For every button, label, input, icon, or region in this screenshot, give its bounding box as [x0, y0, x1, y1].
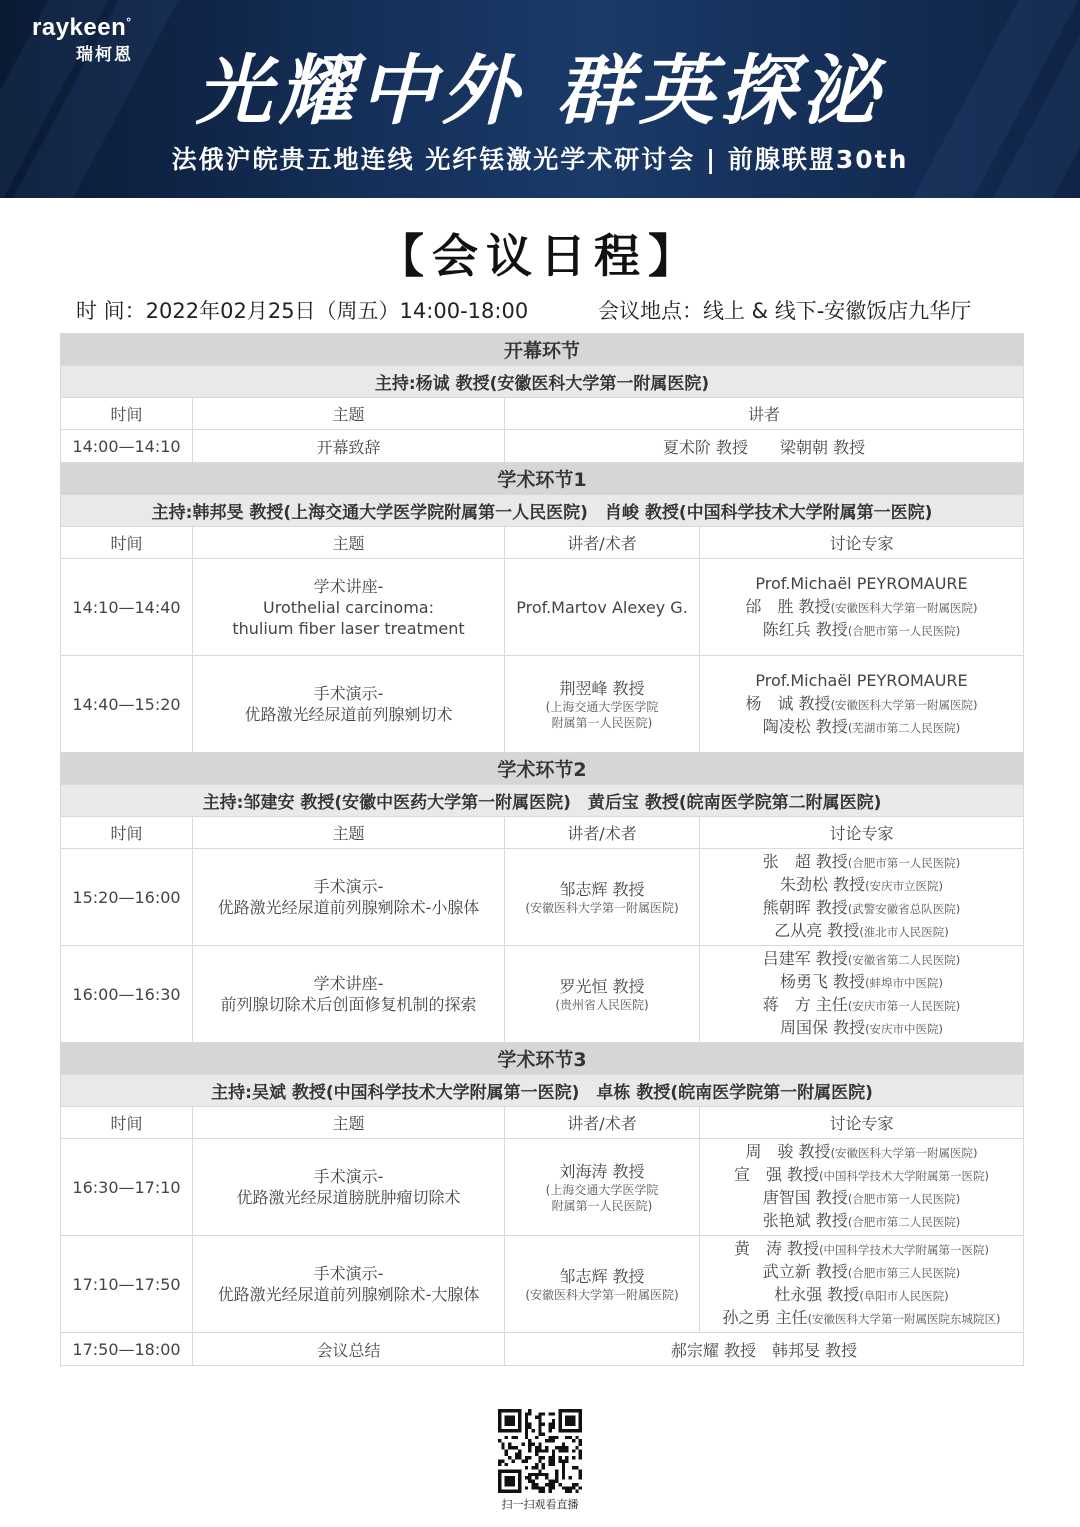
expert-name: 朱劲松 教授: [779, 875, 866, 894]
topic-line: 学术讲座-: [313, 576, 384, 596]
expert-affiliation: (安徽医科大学第一附属医院): [830, 697, 978, 712]
expert-entry: [700, 670, 1023, 693]
expert-name: 陈红兵 教授: [762, 619, 848, 639]
speaker-name: Prof.Martov Alexey G.: [516, 597, 688, 617]
speaker-affiliation: (上海交通大学医学院: [545, 1182, 659, 1197]
host-line-row: [61, 366, 1024, 398]
expert-affiliation: (中国科学技术大学附属第一医院): [819, 1169, 990, 1183]
table-row: [61, 1236, 1024, 1333]
topic-cell: [193, 1236, 505, 1333]
expert-entry: [700, 596, 1023, 619]
expert-affiliation: (安徽医科大学第一附属医院东城院区): [807, 1312, 1001, 1326]
header-row: [61, 1107, 1024, 1139]
col-header-speaker: 讲者: [505, 398, 1024, 430]
host-line: 主持:吴斌 教授(中国科学技术大学附属第一医院) 卓栋 教授(皖南医学院第一附属医院): [61, 1075, 1024, 1107]
expert-affiliation: (安徽医科大学第一附属医院): [830, 1146, 978, 1160]
expert-affiliation: (安徽省第二人民医院): [847, 953, 961, 967]
qr-caption: 扫一扫观看直播: [501, 1498, 579, 1511]
speaker-affiliation: 附属第一人民医院): [551, 715, 653, 730]
expert-name: 乙从亮 教授: [774, 921, 860, 940]
table-row: [61, 656, 1024, 753]
expert-affiliation: (安徽医科大学第一附属医院): [830, 600, 978, 615]
topic-line: 优路激光经尿道前列腺剜除术-大腺体: [217, 1285, 480, 1304]
expert-affiliation: (合肥市第三人民医院): [847, 1266, 961, 1280]
time-cell: 14:10—14:40: [61, 559, 193, 656]
experts-cell: [700, 559, 1024, 656]
expert-entry: [700, 1307, 1023, 1330]
expert-entry: [700, 1261, 1023, 1284]
topic-line: Urothelial carcinoma:: [263, 597, 434, 617]
time-cell: 14:00—14:10: [61, 430, 193, 463]
speaker-affiliation: (安徽医科大学第一附属医院): [525, 900, 679, 915]
section-title: 学术环节2: [61, 753, 1024, 785]
table-row: [61, 1139, 1024, 1236]
expert-affiliation: (中国科学技术大学附属第一医院): [819, 1243, 990, 1257]
topic-line: 手术演示-: [313, 1167, 384, 1186]
col-header-experts: 讨论专家: [700, 527, 1024, 559]
host-line-row: [61, 785, 1024, 817]
expert-entry: [700, 920, 1023, 943]
expert-name: Prof.Michaël PEYROMAURE: [755, 573, 968, 593]
host-line-row: [61, 495, 1024, 527]
time-cell: 17:10—17:50: [61, 1236, 193, 1333]
time-cell: 14:40—15:20: [61, 656, 193, 753]
col-header-topic: 主题: [193, 817, 505, 849]
expert-name: 陶凌松 教授: [762, 716, 848, 736]
topic-line: 优路激光经尿道前列腺剜除术-小腺体: [217, 898, 480, 917]
expert-entry: [700, 1187, 1023, 1210]
banner-subline: 法俄沪皖贵五地连线 光纤铥激光学术研讨会 | 前腺联盟30th: [171, 145, 909, 174]
speaker-cell: [505, 1139, 700, 1236]
col-header-time: 时间: [61, 527, 193, 559]
expert-name: 张艳斌 教授: [762, 1211, 848, 1230]
expert-affiliation: (淮北市人民医院): [859, 925, 949, 939]
section-title: 开幕环节: [61, 334, 1024, 366]
expert-affiliation: (合肥市第二人民医院): [847, 1215, 961, 1229]
host-line: 主持:杨诚 教授(安徽医科大学第一附属医院): [61, 366, 1024, 398]
speaker-cell: [505, 849, 700, 946]
expert-affiliation: (安庆市立医院): [865, 879, 944, 893]
expert-name: 宣 强 教授: [733, 1165, 820, 1184]
host-line-row: [61, 1075, 1024, 1107]
speaker-name: 邹志辉 教授: [559, 879, 645, 899]
speaker-affiliation: (安徽医科大学第一附属医院): [525, 1287, 679, 1302]
header-banner: [0, 0, 1080, 198]
expert-affiliation: (安庆市第一人民医院): [847, 999, 961, 1013]
topic-line: 手术演示-: [313, 877, 384, 896]
speaker-cell: 夏术阶 教授 梁朝朝 教授: [505, 430, 1024, 463]
expert-name: 杨 诚 教授: [745, 693, 831, 713]
experts-cell: [700, 946, 1024, 1043]
expert-name: 周国保 教授: [779, 1018, 866, 1037]
col-header-experts: 讨论专家: [700, 817, 1024, 849]
time-cell: 15:20—16:00: [61, 849, 193, 946]
col-header-topic: 主题: [193, 398, 505, 430]
speaker-affiliation: (贵州省人民医院): [555, 997, 649, 1012]
speaker-cell: [505, 1236, 700, 1333]
topic-line: thulium fiber laser treatment: [232, 618, 465, 638]
expert-entry: [700, 619, 1023, 642]
expert-entry: [700, 693, 1023, 716]
qr-code[interactable]: [498, 1409, 582, 1493]
topic-cell: 会议总结: [193, 1333, 505, 1366]
experts-cell: [700, 1236, 1024, 1333]
expert-name: 孙之勇 主任: [722, 1308, 808, 1327]
expert-name: 周 骏 教授: [745, 1142, 831, 1161]
table-row: [61, 1333, 1024, 1366]
topic-cell: [193, 1139, 505, 1236]
speaker-name: 荆翌峰 教授: [559, 678, 645, 698]
expert-affiliation: (合肥市第一人民医院): [847, 623, 961, 638]
expert-entry: [700, 971, 1023, 994]
col-header-speaker: 讲者/术者: [505, 817, 700, 849]
topic-cell: [193, 946, 505, 1043]
expert-name: 熊朝晖 教授: [762, 898, 848, 917]
expert-name: 杨勇飞 教授: [779, 972, 866, 991]
col-header-time: 时间: [61, 398, 193, 430]
expert-name: 武立新 教授: [762, 1262, 848, 1281]
section-title-row: [61, 334, 1024, 366]
expert-entry: [700, 874, 1023, 897]
host-line: 主持:邹建安 教授(安徽中医药大学第一附属医院) 黄后宝 教授(皖南医学院第二附属医院): [61, 785, 1024, 817]
table-row: [61, 849, 1024, 946]
topic-cell: 开幕致辞: [193, 430, 505, 463]
header-row: [61, 817, 1024, 849]
meeting-time: 时 间：2022年02月25日（周五）14:00-18:00: [76, 299, 529, 323]
topic-line: 学术讲座-: [313, 974, 384, 993]
section-title-row: [61, 463, 1024, 495]
topic-cell: [193, 849, 505, 946]
expert-entry: [700, 1141, 1023, 1164]
expert-name: 张 超 教授: [762, 852, 848, 871]
expert-name: Prof.Michaël PEYROMAURE: [755, 670, 968, 690]
speaker-affiliation: 附属第一人民医院): [551, 1198, 653, 1213]
topic-line: 前列腺切除术后创面修复机制的探索: [220, 995, 477, 1014]
topic-line: 手术演示-: [313, 1264, 384, 1283]
section-title-row: [61, 1043, 1024, 1075]
expert-name: 黄 涛 教授: [733, 1239, 820, 1258]
col-header-speaker: 讲者/术者: [505, 527, 700, 559]
time-cell: 16:30—17:10: [61, 1139, 193, 1236]
table-row: [61, 559, 1024, 656]
col-header-topic: 主题: [193, 1107, 505, 1139]
expert-name: 蒋 方 主任: [762, 995, 848, 1014]
topic-line: 优路激光经尿道前列腺剜切术: [244, 705, 453, 724]
time-cell: 16:00—16:30: [61, 946, 193, 1043]
speaker-cell: [505, 656, 700, 753]
expert-affiliation: (合肥市第一人民医院): [847, 1192, 961, 1206]
expert-entry: [700, 994, 1023, 1017]
expert-entry: [700, 1210, 1023, 1233]
topic-line: 手术演示-: [313, 684, 384, 703]
speaker-cell: [505, 946, 700, 1043]
speaker-name: 邹志辉 教授: [559, 1266, 645, 1286]
brand-name-en: raykeen: [32, 14, 127, 41]
expert-name: 杜永强 教授: [774, 1285, 860, 1304]
expert-entry: [700, 716, 1023, 739]
expert-entry: [700, 948, 1023, 971]
expert-entry: [700, 897, 1023, 920]
topic-cell: [193, 656, 505, 753]
brand-name-cn: 瑞柯恩: [76, 45, 133, 65]
experts-cell: [700, 656, 1024, 753]
col-header-experts: 讨论专家: [700, 1107, 1024, 1139]
host-line: 主持:韩邦旻 教授(上海交通大学医学院附属第一人民医院) 肖峻 教授(中国科学技术大学附属第一医院): [61, 495, 1024, 527]
col-header-topic: 主题: [193, 527, 505, 559]
topic-line: 优路激光经尿道膀胱肿瘤切除术: [236, 1188, 461, 1207]
expert-affiliation: (芜湖市第二人民医院): [847, 720, 961, 735]
expert-entry: [700, 851, 1023, 874]
expert-name: 吕建军 教授: [762, 949, 848, 968]
meeting-venue: 会议地点：线上 & 线下-安徽饭店九华厅: [598, 299, 972, 323]
expert-affiliation: (蚌埠市中医院): [865, 976, 944, 990]
expert-affiliation: (安庆市中医院): [865, 1022, 944, 1036]
table-row: [61, 946, 1024, 1043]
speaker-cell: 郝宗耀 教授 韩邦旻 教授: [505, 1333, 1024, 1366]
section-title-row: [61, 753, 1024, 785]
table-row: [61, 430, 1024, 463]
section-title: 学术环节3: [61, 1043, 1024, 1075]
schedule-table: [60, 333, 1024, 1366]
expert-name: 邰 胜 教授: [745, 596, 831, 616]
schedule-title: 【会议日程】: [378, 229, 702, 283]
expert-entry: [700, 573, 1023, 596]
time-cell: 17:50—18:00: [61, 1333, 193, 1366]
expert-entry: [700, 1284, 1023, 1307]
header-row: [61, 398, 1024, 430]
speaker-cell: [505, 559, 700, 656]
expert-entry: [700, 1017, 1023, 1040]
banner-headline: 光耀中外 群英探泌: [195, 46, 885, 135]
speaker-affiliation: (上海交通大学医学院: [545, 699, 659, 714]
speaker-name: 刘海涛 教授: [559, 1161, 645, 1181]
topic-cell: [193, 559, 505, 656]
expert-affiliation: (合肥市第一人民医院): [847, 856, 961, 870]
col-header-speaker: 讲者/术者: [505, 1107, 700, 1139]
expert-entry: [700, 1164, 1023, 1187]
section-title: 学术环节1: [61, 463, 1024, 495]
col-header-time: 时间: [61, 817, 193, 849]
col-header-time: 时间: [61, 1107, 193, 1139]
expert-name: 唐智国 教授: [762, 1188, 848, 1207]
experts-cell: [700, 1139, 1024, 1236]
experts-cell: [700, 849, 1024, 946]
brand-registered: °: [126, 15, 132, 29]
expert-entry: [700, 1238, 1023, 1261]
expert-affiliation: (武警安徽省总队医院): [847, 902, 961, 916]
expert-affiliation: (阜阳市人民医院): [859, 1289, 949, 1303]
header-row: [61, 527, 1024, 559]
speaker-name: 罗光恒 教授: [559, 976, 645, 996]
